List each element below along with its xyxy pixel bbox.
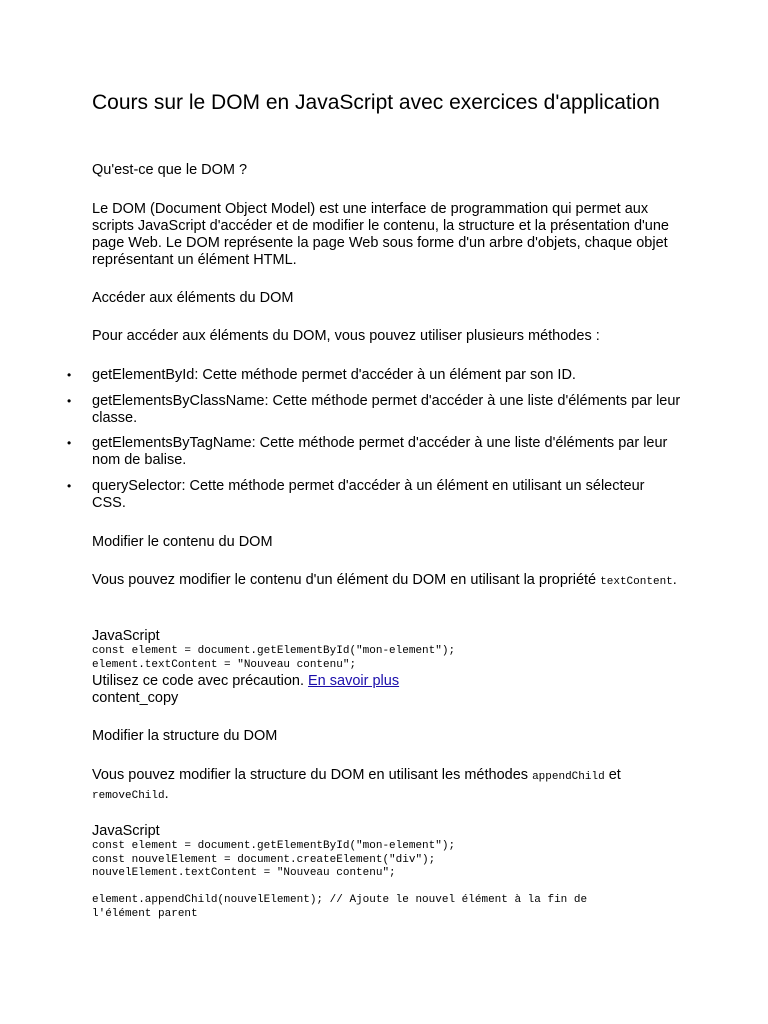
section-intro-modify-content bbox=[92, 572, 682, 591]
intro-and: et bbox=[608, 767, 621, 783]
list-item bbox=[67, 478, 682, 512]
list-item-text: getElementsByTagName: Cette méthode permet d'accéder à une liste d'éléments par leur nom de balise. bbox=[92, 435, 668, 468]
section-intro-access-elements: Pour accéder aux éléments du DOM, vous pouvez utiliser plusieurs méthodes : bbox=[92, 328, 600, 344]
intro-end: . bbox=[164, 786, 169, 802]
inline-code-removechild: removeChild bbox=[92, 790, 165, 802]
bullet-icon: • bbox=[67, 436, 72, 450]
section-heading-what-is-dom: Qu'est-ce que le DOM ? bbox=[92, 162, 248, 178]
list-item-text: getElementsByClassName: Cette méthode permet d'accéder à une liste d'éléments par leur classe. bbox=[92, 393, 681, 426]
section-heading-modify-content: Modifier le contenu du DOM bbox=[92, 534, 273, 550]
inline-code-textcontent: textContent bbox=[600, 576, 673, 588]
intro-text: Vous pouvez modifier le contenu d'un élément du DOM en utilisant la propriété bbox=[92, 572, 597, 588]
list-item-text: querySelector: Cette méthode permet d'accéder à un élément en utilisant un sélecteur CSS. bbox=[92, 478, 645, 511]
section-heading-access-elements: Accéder aux éléments du DOM bbox=[92, 290, 294, 306]
list-item bbox=[67, 367, 682, 384]
section-intro-modify-structure bbox=[92, 767, 682, 805]
list-item bbox=[67, 435, 682, 469]
code-block-modify-content: const element = document.getElementById("mon-element"); element.textContent = "Nouveau contenu"; bbox=[92, 645, 456, 671]
content-copy-button[interactable]: content_copy bbox=[92, 690, 179, 706]
inline-code-appendchild: appendChild bbox=[532, 771, 605, 783]
learn-more-link[interactable]: En savoir plus bbox=[308, 673, 400, 689]
code-language-label: JavaScript bbox=[92, 823, 160, 839]
list-item-text: getElementById: Cette méthode permet d'accéder à un élément par son ID. bbox=[92, 367, 576, 383]
code-block-modify-structure: const element = document.getElementById("mon-element"); const nouvelElement = document.createElement("div"); nouvelElement.textContent = "Nouveau contenu"; element.appendChild(nouvelElement); // Ajoute le nouvel élément à la fin de l'élément parent bbox=[92, 840, 588, 920]
section-body-what-is-dom: Le DOM (Document Object Model) est une interface de programmation qui permet aux scripts JavaScript d'accéder et de modifier le contenu, la structure et la présentation d'une page Web. Le DOM représente la page Web sous forme d'un arbre d'objets, chaque objet représentant un élément HTML. bbox=[92, 201, 669, 268]
intro-end: . bbox=[672, 572, 677, 588]
bullet-icon: • bbox=[67, 394, 72, 408]
page-title: Cours sur le DOM en JavaScript avec exercices d'application bbox=[92, 91, 660, 114]
list-item bbox=[67, 393, 682, 427]
caution-notice bbox=[92, 673, 399, 690]
caution-text: Utilisez ce code avec précaution. bbox=[92, 673, 304, 689]
intro-text: Vous pouvez modifier la structure du DOM en utilisant les méthodes bbox=[92, 767, 529, 783]
bullet-icon: • bbox=[67, 368, 72, 382]
bullet-icon: • bbox=[67, 479, 72, 493]
code-language-label: JavaScript bbox=[92, 628, 160, 644]
section-heading-modify-structure: Modifier la structure du DOM bbox=[92, 728, 278, 744]
